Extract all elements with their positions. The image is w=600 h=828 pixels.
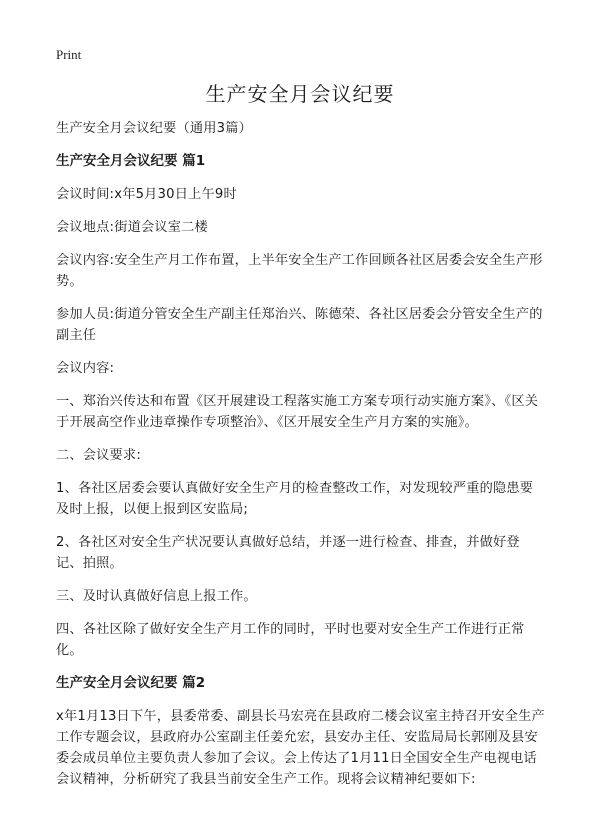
subtitle: 生产安全月会议纪要（通用3篇） bbox=[56, 121, 253, 136]
item-3: 三、及时认真做好信息上报工作。 bbox=[56, 589, 257, 604]
meeting-time: 会议时间:x年5月30日上午9时 bbox=[56, 187, 237, 202]
meeting-location: 会议地点:街道会议室二楼 bbox=[56, 220, 208, 235]
attendees: 参加人员:街道分管安全生产副主任郑治兴、陈德荣、各社区居委会分管安全生产的副主任 bbox=[56, 307, 543, 343]
page-title: 生产安全月会议纪要 bbox=[205, 82, 395, 106]
meeting-content-label: 会议内容: bbox=[56, 361, 115, 376]
item-2: 二、会议要求: bbox=[56, 448, 141, 463]
section-heading-2: 生产安全月会议纪要 篇2 bbox=[56, 675, 206, 691]
meeting-content-summary: 会议内容:安全生产月工作布置，上半年安全生产工作回顾各社区居委会安全生产形势。 bbox=[56, 253, 543, 289]
document-body bbox=[56, 118, 546, 802]
item-1: 一、郑治兴传达和布置《区开展建设工程落实施工方案专项行动实施方案》、《区关于开展高空作业违章操作专项整治》、《区开展安全生产月方案的实施》。 bbox=[56, 394, 539, 430]
requirement-2: 2、各社区对安全生产状况要认真做好总结，并逐一进行检查、排查，并做好登记、拍照。 bbox=[56, 535, 520, 571]
requirement-1: 1、各社区居委会要认真做好安全生产月的检查整改工作，对发现较严重的隐患要及时上报，以便上报到区安监局; bbox=[56, 481, 534, 517]
print-link[interactable]: Print bbox=[56, 47, 82, 62]
section-heading-1: 生产安全月会议纪要 篇1 bbox=[56, 153, 206, 169]
item-4: 四、各社区除了做好安全生产月工作的同时，平时也要对安全生产工作进行正常化。 bbox=[56, 622, 525, 658]
section-2-body: x年1月13日下午，县委常委、副县长马宏亮在县政府二楼会议室主持召开安全生产工作专题会议，县政府办公室副主任姜允宏，县安办主任、安监局局长郭刚及县安委会成员单位主要负责人参加了会议。会上传达了1月11日全国安全生产电视电话会议精神，分析研究了我县当前安全生产工作。现将会议精神纪要如下: bbox=[56, 709, 545, 787]
